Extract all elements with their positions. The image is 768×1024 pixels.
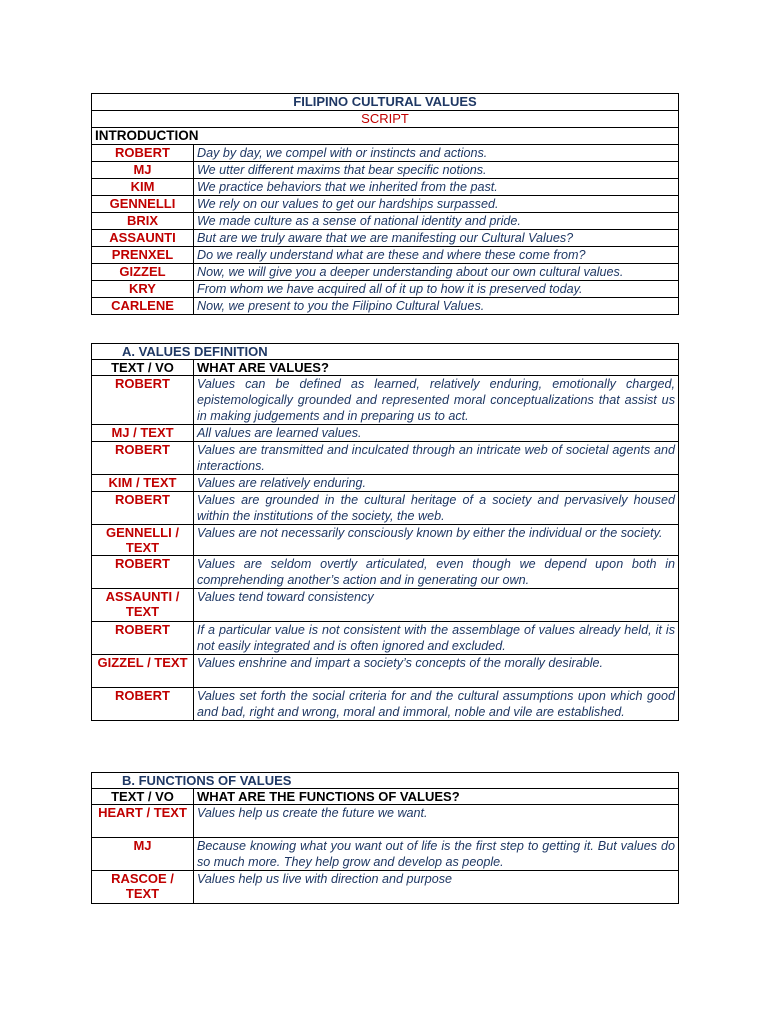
script-row (92, 298, 679, 315)
script-row (92, 213, 679, 230)
line-cell: But are we truly aware that we are manifesting our Cultural Values? (194, 230, 679, 247)
line-cell: Values are relatively enduring. (194, 475, 679, 492)
line-cell: Day by day, we compel with or instincts and actions. (194, 145, 679, 162)
intro-table (91, 93, 679, 315)
script-row (92, 264, 679, 281)
line-cell: Do we really understand what are these and where these come from? (194, 247, 679, 264)
speaker-cell: GENNELLI / TEXT (92, 525, 194, 556)
script-row (92, 805, 679, 838)
line-cell: Values are transmitted and inculcated through an intricate web of societal agents and interactions. (194, 442, 679, 475)
line-cell: We rely on our values to get our hardships surpassed. (194, 196, 679, 213)
document-title: FILIPINO CULTURAL VALUES (92, 94, 679, 111)
script-row (92, 247, 679, 264)
script-row (92, 162, 679, 179)
speaker-cell: ROBERT (92, 622, 194, 655)
speaker-cell: RASCOE / TEXT (92, 871, 194, 904)
document-subtitle: SCRIPT (92, 111, 679, 128)
line-cell: Values tend toward consistency (194, 589, 679, 622)
speaker-cell: ROBERT (92, 442, 194, 475)
column-header-speaker: TEXT / VO (92, 360, 194, 376)
section-b-rows (92, 805, 679, 904)
speaker-cell: ROBERT (92, 145, 194, 162)
functions-of-values-table (91, 772, 679, 904)
line-cell: We practice behaviors that we inherited from the past. (194, 179, 679, 196)
speaker-cell: ASSAUNTI / TEXT (92, 589, 194, 622)
script-row (92, 442, 679, 475)
line-cell: Values enshrine and impart a society’s concepts of the morally desirable. (194, 655, 679, 688)
line-cell: From whom we have acquired all of it up to how it is preserved today. (194, 281, 679, 298)
script-row (92, 525, 679, 556)
script-row (92, 196, 679, 213)
line-cell: Values are grounded in the cultural heritage of a society and pervasively housed within the institutions of the society, the web. (194, 492, 679, 525)
speaker-cell: ROBERT (92, 556, 194, 589)
script-row (92, 589, 679, 622)
line-cell: Values set forth the social criteria for and the cultural assumptions upon which good and bad, right and wrong, moral and immoral, noble and vile are established. (194, 688, 679, 721)
speaker-cell: KIM / TEXT (92, 475, 194, 492)
speaker-cell: GIZZEL / TEXT (92, 655, 194, 688)
script-row (92, 871, 679, 904)
speaker-cell: CARLENE (92, 298, 194, 315)
script-row (92, 145, 679, 162)
script-row (92, 376, 679, 425)
speaker-cell: KIM (92, 179, 194, 196)
speaker-cell: HEART / TEXT (92, 805, 194, 838)
script-row (92, 475, 679, 492)
script-row (92, 622, 679, 655)
speaker-cell: MJ (92, 838, 194, 871)
line-cell: All values are learned values. (194, 425, 679, 442)
line-cell: Values help us live with direction and purpose (194, 871, 679, 904)
speaker-cell: ROBERT (92, 688, 194, 721)
column-header-question: WHAT ARE VALUES? (194, 360, 679, 376)
line-cell: Values help us create the future we want. (194, 805, 679, 838)
line-cell: If a particular value is not consistent with the assemblage of values already held, it is not easily integrated and is often ignored and excluded. (194, 622, 679, 655)
line-cell: Now, we will give you a deeper understanding about our own cultural values. (194, 264, 679, 281)
line-cell: Values can be defined as learned, relatively enduring, emotionally charged, epistemologically grounded and represented moral conceptualizations that assist us in making judgements and in preparing us to act. (194, 376, 679, 425)
line-cell: We made culture as a sense of national identity and pride. (194, 213, 679, 230)
section-a-title: A. VALUES DEFINITION (92, 344, 679, 360)
speaker-cell: GENNELLI (92, 196, 194, 213)
intro-rows (92, 145, 679, 315)
speaker-cell: KRY (92, 281, 194, 298)
speaker-cell: MJ (92, 162, 194, 179)
column-header-speaker: TEXT / VO (92, 789, 194, 805)
speaker-cell: GIZZEL (92, 264, 194, 281)
script-row (92, 281, 679, 298)
section-b-title: B. FUNCTIONS OF VALUES (92, 773, 679, 789)
speaker-cell: ROBERT (92, 376, 194, 425)
section-a-rows (92, 376, 679, 721)
line-cell: Values are seldom overtly articulated, even though we depend upon both in comprehending another’s action and in generating our own. (194, 556, 679, 589)
script-row (92, 688, 679, 721)
speaker-cell: ROBERT (92, 492, 194, 525)
line-cell: Now, we present to you the Filipino Cultural Values. (194, 298, 679, 315)
script-row (92, 179, 679, 196)
line-cell: We utter different maxims that bear specific notions. (194, 162, 679, 179)
script-row (92, 230, 679, 247)
script-row (92, 425, 679, 442)
speaker-cell: PRENXEL (92, 247, 194, 264)
values-definition-table (91, 343, 679, 721)
line-cell: Because knowing what you want out of life is the first step to getting it. But values do so much more. They help grow and develop as people. (194, 838, 679, 871)
column-header-question: WHAT ARE THE FUNCTIONS OF VALUES? (194, 789, 679, 805)
introduction-heading: INTRODUCTION (92, 128, 679, 145)
script-row (92, 492, 679, 525)
line-cell: Values are not necessarily consciously known by either the individual or the society. (194, 525, 679, 556)
script-row (92, 556, 679, 589)
speaker-cell: MJ / TEXT (92, 425, 194, 442)
script-row (92, 838, 679, 871)
script-row (92, 655, 679, 688)
speaker-cell: BRIX (92, 213, 194, 230)
speaker-cell: ASSAUNTI (92, 230, 194, 247)
